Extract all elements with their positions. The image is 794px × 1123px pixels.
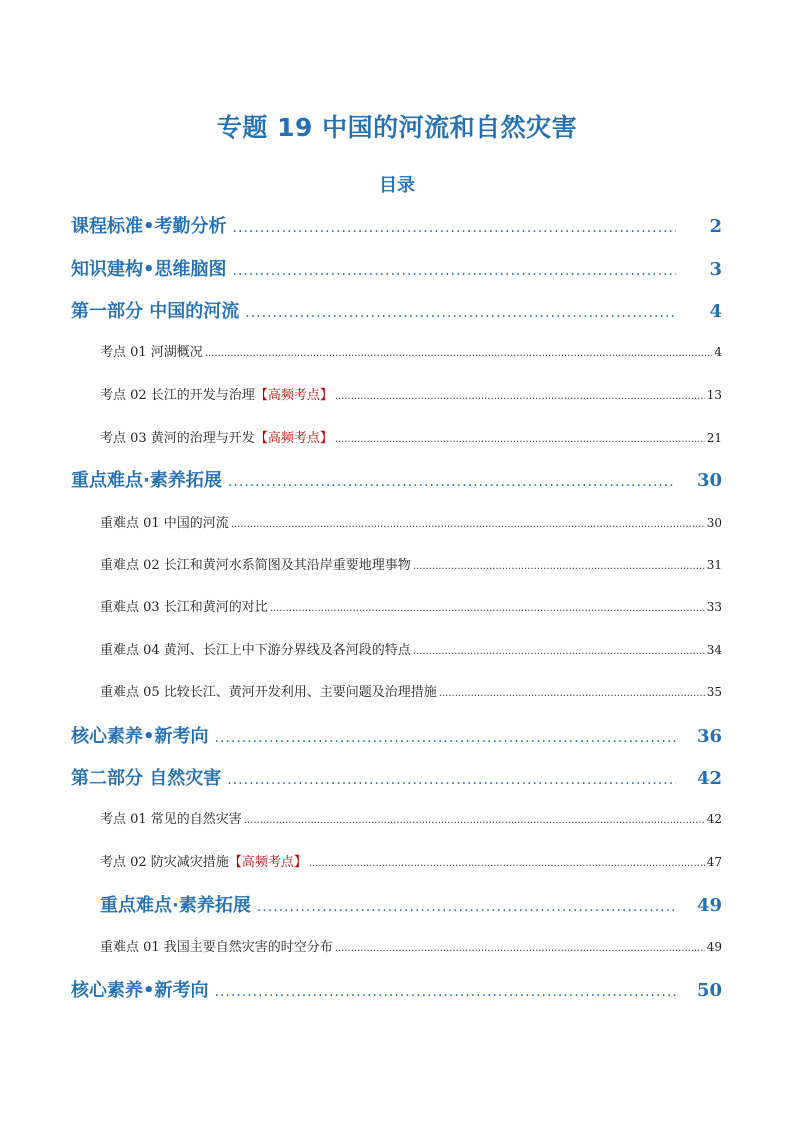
toc-page-number: 42 bbox=[706, 812, 722, 826]
toc-page-number: 50 bbox=[696, 980, 722, 1001]
toc-page-number: 35 bbox=[706, 685, 722, 699]
toc-entry-topic-01[interactable] bbox=[100, 341, 722, 360]
toc-entry-label: 第一部分 中国的河流 bbox=[71, 301, 240, 322]
page-title: 专题 19 中国的河流和自然灾害 bbox=[216, 113, 578, 142]
toc-entry-label: 重难点 04 黄河、长江上中下游分界线及各河段的特点 bbox=[100, 643, 411, 658]
toc-page-number: 49 bbox=[706, 940, 722, 954]
toc-page-number: 2 bbox=[709, 216, 722, 237]
toc-entry-label: 考点 01 河湖概况 bbox=[100, 345, 203, 360]
toc-entry-label: 重难点 01 我国主要自然灾害的时空分布 bbox=[100, 940, 333, 955]
toc-entry-label: 考点 02 长江的开发与治理【高频考点】 bbox=[100, 388, 333, 403]
toc-entry-difficulty-04[interactable] bbox=[100, 639, 722, 658]
toc-page-number: 3 bbox=[709, 259, 722, 280]
dot-leader bbox=[244, 815, 705, 826]
toc-entry-label: 核心素养•新考向 bbox=[71, 726, 209, 747]
dot-leader bbox=[231, 519, 705, 530]
toc-entry-difficulty-01[interactable] bbox=[100, 512, 722, 531]
high-frequency-tag: 【高频考点】 bbox=[228, 855, 307, 870]
toc-entry-difficulty-02[interactable] bbox=[100, 554, 722, 573]
dot-leader bbox=[335, 391, 705, 402]
dot-leader bbox=[257, 899, 676, 915]
toc-page-number: 4 bbox=[714, 345, 722, 359]
toc-page-number: 4 bbox=[709, 301, 722, 322]
toc-page-number: 21 bbox=[706, 431, 722, 445]
toc-entry-label: 知识建构•思维脑图 bbox=[71, 259, 227, 280]
dot-leader bbox=[205, 348, 713, 359]
toc-page-number: 30 bbox=[696, 470, 722, 491]
toc-entry-key-difficulties-2[interactable] bbox=[100, 891, 722, 917]
toc-entry-topic-02-disasters[interactable] bbox=[100, 851, 722, 870]
dot-leader bbox=[215, 984, 676, 1000]
dot-leader bbox=[245, 305, 676, 321]
toc-entry-difficulty-01-disasters[interactable] bbox=[100, 936, 722, 955]
toc-page-number: 42 bbox=[696, 768, 722, 789]
dot-leader bbox=[270, 603, 705, 614]
dot-leader bbox=[227, 772, 676, 788]
toc-entry-label: 重点难点·素养拓展 bbox=[71, 470, 222, 491]
toc-entry-label: 考点 03 黄河的治理与开发【高频考点】 bbox=[100, 431, 333, 446]
toc-entry-label: 第二部分 自然灾害 bbox=[71, 768, 222, 789]
toc-entry-mind-map[interactable] bbox=[71, 255, 722, 281]
dot-leader bbox=[233, 263, 676, 279]
toc-entry-label: 重难点 03 长江和黄河的对比 bbox=[100, 600, 268, 615]
toc-entry-label: 考点 02 防灾减灾措施【高频考点】 bbox=[100, 855, 307, 870]
toc-entry-topic-02[interactable] bbox=[100, 384, 722, 403]
toc-page-number: 33 bbox=[706, 600, 722, 614]
toc-entry-label: 重难点 01 中国的河流 bbox=[100, 516, 229, 531]
high-frequency-tag: 【高频考点】 bbox=[254, 431, 333, 446]
toc-page-number: 36 bbox=[696, 726, 722, 747]
toc-entry-label: 核心素养•新考向 bbox=[71, 980, 209, 1001]
dot-leader bbox=[413, 561, 705, 572]
dot-leader bbox=[335, 434, 705, 445]
toc-entry-core-literacy[interactable] bbox=[71, 722, 722, 748]
toc-entry-label: 重点难点·素养拓展 bbox=[100, 895, 251, 916]
toc-page-number: 47 bbox=[706, 855, 722, 869]
toc-page-number: 13 bbox=[706, 388, 722, 402]
toc-page-number: 31 bbox=[706, 558, 722, 572]
dot-leader bbox=[215, 730, 676, 746]
toc-entry-label: 课程标准•考勤分析 bbox=[71, 216, 227, 237]
toc-entry-topic-03[interactable] bbox=[100, 427, 722, 446]
dot-leader bbox=[439, 688, 705, 699]
toc-entry-difficulty-03[interactable] bbox=[100, 596, 722, 615]
dot-leader bbox=[228, 474, 676, 490]
dot-leader bbox=[413, 646, 705, 657]
toc-entry-difficulty-05[interactable] bbox=[100, 681, 722, 700]
dot-leader bbox=[233, 220, 676, 236]
high-frequency-tag: 【高频考点】 bbox=[254, 388, 333, 403]
toc-entry-key-difficulties[interactable] bbox=[71, 466, 722, 492]
toc-entry-part-two[interactable] bbox=[71, 764, 722, 790]
toc-entry-part-one[interactable] bbox=[71, 297, 722, 323]
toc-entry-label: 考点 01 常见的自然灾害 bbox=[100, 812, 242, 827]
toc-entry-topic-01-disasters[interactable] bbox=[100, 808, 722, 827]
toc-entry-label: 重难点 05 比较长江、黄河开发利用、主要问题及治理措施 bbox=[100, 685, 437, 700]
toc-entry-course-standards[interactable] bbox=[71, 212, 722, 238]
toc-heading: 目录 bbox=[379, 175, 415, 196]
toc-page-number: 30 bbox=[706, 516, 722, 530]
toc-page-number: 34 bbox=[706, 643, 722, 657]
toc-entry-label: 重难点 02 长江和黄河水系简图及其沿岸重要地理事物 bbox=[100, 558, 411, 573]
dot-leader bbox=[309, 858, 705, 869]
toc-page-number: 49 bbox=[696, 895, 722, 916]
dot-leader bbox=[335, 943, 705, 954]
toc-entry-core-literacy-2[interactable] bbox=[71, 976, 722, 1002]
